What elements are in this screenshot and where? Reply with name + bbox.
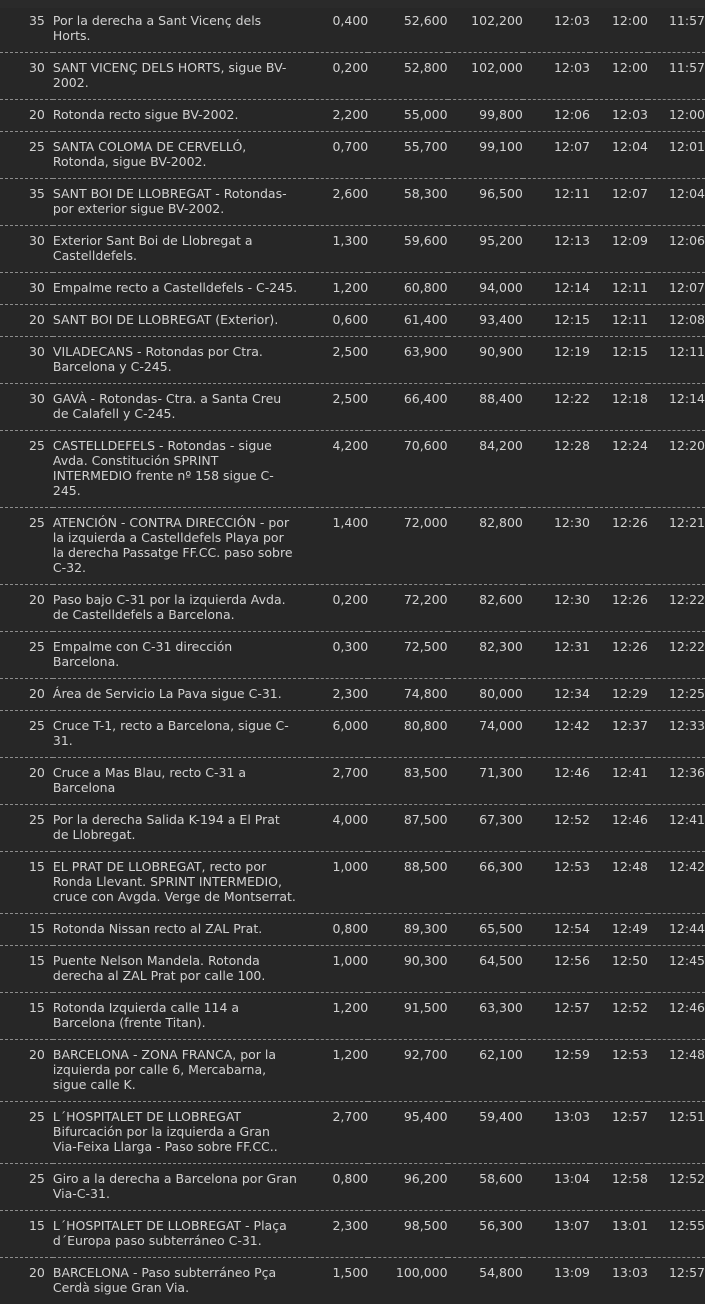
time-fast-cell: 12:34 <box>523 679 590 711</box>
time-medium-cell: 12:24 <box>590 431 648 508</box>
remaining-km-cell: 94,000 <box>448 273 523 305</box>
table-row <box>0 132 705 179</box>
time-medium-cell: 12:29 <box>590 679 648 711</box>
speed-cell: 15 <box>0 914 53 946</box>
time-medium-cell: 12:26 <box>590 585 648 632</box>
time-fast-cell: 12:11 <box>523 179 590 226</box>
table-row <box>0 805 705 852</box>
time-fast-cell: 12:56 <box>523 946 590 993</box>
time-fast-cell: 12:22 <box>523 384 590 431</box>
time-fast-cell: 12:15 <box>523 305 590 337</box>
total-km-cell: 72,200 <box>368 585 447 632</box>
table-row <box>0 1164 705 1211</box>
time-fast-cell: 13:09 <box>523 1258 590 1304</box>
speed-cell: 30 <box>0 273 53 305</box>
total-km-cell: 60,800 <box>368 273 447 305</box>
table-row <box>0 1102 705 1164</box>
total-km-cell: 89,300 <box>368 914 447 946</box>
time-fast-cell: 12:52 <box>523 805 590 852</box>
description-cell: L´HOSPITALET DE LLOBREGAT - Plaça d´Europa paso subterráneo C-31. <box>53 1211 311 1258</box>
description-cell: Empalme con C-31 dirección Barcelona. <box>53 632 311 679</box>
remaining-km-cell: 74,000 <box>448 711 523 758</box>
remaining-km-cell: 102,200 <box>448 6 523 53</box>
table-row <box>0 585 705 632</box>
remaining-km-cell: 58,600 <box>448 1164 523 1211</box>
partial-km-cell: 2,700 <box>311 1102 368 1164</box>
partial-km-cell: 1,000 <box>311 946 368 993</box>
description-cell: BARCELONA - ZONA FRANCA, por la izquierda por calle 6, Mercabarna, sigue calle K. <box>53 1040 311 1102</box>
partial-km-cell: 2,700 <box>311 758 368 805</box>
partial-km-cell: 0,200 <box>311 585 368 632</box>
time-medium-cell: 12:18 <box>590 384 648 431</box>
time-medium-cell: 12:07 <box>590 179 648 226</box>
time-slow-cell: 12:22 <box>648 585 705 632</box>
remaining-km-cell: 64,500 <box>448 946 523 993</box>
time-fast-cell: 12:31 <box>523 632 590 679</box>
description-cell: Cruce T-1, recto a Barcelona, sigue C-31. <box>53 711 311 758</box>
time-fast-cell: 12:30 <box>523 585 590 632</box>
time-slow-cell: 12:48 <box>648 1040 705 1102</box>
description-cell: Giro a la derecha a Barcelona por Gran Via-C-31. <box>53 1164 311 1211</box>
table-row <box>0 100 705 132</box>
table-row <box>0 1040 705 1102</box>
time-medium-cell: 12:57 <box>590 1102 648 1164</box>
time-slow-cell: 12:41 <box>648 805 705 852</box>
speed-cell: 15 <box>0 993 53 1040</box>
table-row <box>0 384 705 431</box>
speed-cell: 30 <box>0 337 53 384</box>
description-cell: SANTA COLOMA DE CERVELLÓ, Rotonda, sigue BV-2002. <box>53 132 311 179</box>
description-cell: Rotonda Izquierda calle 114 a Barcelona (frente Titan). <box>53 993 311 1040</box>
table-row <box>0 993 705 1040</box>
description-cell: Cruce a Mas Blau, recto C-31 a Barcelona <box>53 758 311 805</box>
remaining-km-cell: 82,300 <box>448 632 523 679</box>
time-medium-cell: 12:48 <box>590 852 648 914</box>
speed-cell: 25 <box>0 1102 53 1164</box>
time-fast-cell: 13:04 <box>523 1164 590 1211</box>
total-km-cell: 80,800 <box>368 711 447 758</box>
total-km-cell: 91,500 <box>368 993 447 1040</box>
total-km-cell: 95,400 <box>368 1102 447 1164</box>
description-cell: SANT BOI DE LLOBREGAT - Rotondas-por exterior sigue BV-2002. <box>53 179 311 226</box>
time-medium-cell: 12:00 <box>590 53 648 100</box>
speed-cell: 35 <box>0 179 53 226</box>
partial-km-cell: 0,400 <box>311 6 368 53</box>
time-slow-cell: 12:25 <box>648 679 705 711</box>
partial-km-cell: 1,200 <box>311 993 368 1040</box>
table-row <box>0 273 705 305</box>
total-km-cell: 90,300 <box>368 946 447 993</box>
total-km-cell: 96,200 <box>368 1164 447 1211</box>
total-km-cell: 92,700 <box>368 1040 447 1102</box>
total-km-cell: 63,900 <box>368 337 447 384</box>
time-fast-cell: 12:57 <box>523 993 590 1040</box>
total-km-cell: 70,600 <box>368 431 447 508</box>
speed-cell: 25 <box>0 711 53 758</box>
remaining-km-cell: 66,300 <box>448 852 523 914</box>
description-cell: Puente Nelson Mandela. Rotonda derecha al ZAL Prat por calle 100. <box>53 946 311 993</box>
speed-cell: 30 <box>0 384 53 431</box>
time-fast-cell: 13:03 <box>523 1102 590 1164</box>
remaining-km-cell: 96,500 <box>448 179 523 226</box>
description-cell: SANT VICENÇ DELS HORTS, sigue BV-2002. <box>53 53 311 100</box>
table-row <box>0 632 705 679</box>
total-km-cell: 88,500 <box>368 852 447 914</box>
time-slow-cell: 12:01 <box>648 132 705 179</box>
table-row <box>0 711 705 758</box>
table-row <box>0 679 705 711</box>
table-row <box>0 946 705 993</box>
time-fast-cell: 12:13 <box>523 226 590 273</box>
partial-km-cell: 0,800 <box>311 1164 368 1211</box>
partial-km-cell: 0,600 <box>311 305 368 337</box>
time-medium-cell: 12:46 <box>590 805 648 852</box>
time-slow-cell: 12:11 <box>648 337 705 384</box>
time-slow-cell: 12:51 <box>648 1102 705 1164</box>
table-row <box>0 305 705 337</box>
partial-km-cell: 0,800 <box>311 914 368 946</box>
speed-cell: 20 <box>0 100 53 132</box>
partial-km-cell: 4,200 <box>311 431 368 508</box>
time-slow-cell: 12:04 <box>648 179 705 226</box>
time-medium-cell: 13:03 <box>590 1258 648 1304</box>
time-fast-cell: 12:03 <box>523 6 590 53</box>
remaining-km-cell: 54,800 <box>448 1258 523 1304</box>
time-slow-cell: 12:42 <box>648 852 705 914</box>
description-cell: Por la derecha a Sant Vicenç dels Horts. <box>53 6 311 53</box>
description-cell: EL PRAT DE LLOBREGAT, recto por Ronda Llevant. SPRINT INTERMEDIO, cruce con Avgda. Verge de Montserrat. <box>53 852 311 914</box>
partial-km-cell: 6,000 <box>311 711 368 758</box>
total-km-cell: 52,800 <box>368 53 447 100</box>
partial-km-cell: 0,200 <box>311 53 368 100</box>
time-medium-cell: 12:11 <box>590 273 648 305</box>
total-km-cell: 66,400 <box>368 384 447 431</box>
time-medium-cell: 12:09 <box>590 226 648 273</box>
speed-cell: 25 <box>0 508 53 585</box>
speed-cell: 20 <box>0 1040 53 1102</box>
time-slow-cell: 12:08 <box>648 305 705 337</box>
speed-cell: 35 <box>0 6 53 53</box>
time-slow-cell: 12:46 <box>648 993 705 1040</box>
description-cell: ATENCIÓN - CONTRA DIRECCIÓN - por la izquierda a Castelldefels Playa por la derecha Passatge FF.CC. paso sobre C-32. <box>53 508 311 585</box>
time-slow-cell: 12:00 <box>648 100 705 132</box>
partial-km-cell: 2,300 <box>311 1211 368 1258</box>
description-cell: Rotonda Nissan recto al ZAL Prat. <box>53 914 311 946</box>
total-km-cell: 61,400 <box>368 305 447 337</box>
time-fast-cell: 12:59 <box>523 1040 590 1102</box>
total-km-cell: 59,600 <box>368 226 447 273</box>
remaining-km-cell: 95,200 <box>448 226 523 273</box>
partial-km-cell: 2,200 <box>311 100 368 132</box>
remaining-km-cell: 99,100 <box>448 132 523 179</box>
total-km-cell: 72,500 <box>368 632 447 679</box>
time-fast-cell: 13:07 <box>523 1211 590 1258</box>
remaining-km-cell: 59,400 <box>448 1102 523 1164</box>
time-slow-cell: 11:57 <box>648 53 705 100</box>
time-fast-cell: 12:42 <box>523 711 590 758</box>
remaining-km-cell: 84,200 <box>448 431 523 508</box>
total-km-cell: 74,800 <box>368 679 447 711</box>
time-slow-cell: 12:45 <box>648 946 705 993</box>
speed-cell: 20 <box>0 679 53 711</box>
table-row <box>0 1258 705 1304</box>
table-row <box>0 914 705 946</box>
partial-km-cell: 2,300 <box>311 679 368 711</box>
partial-km-cell: 1,000 <box>311 852 368 914</box>
description-cell: VILADECANS - Rotondas por Ctra. Barcelona y C-245. <box>53 337 311 384</box>
speed-cell: 25 <box>0 132 53 179</box>
time-slow-cell: 11:57 <box>648 6 705 53</box>
remaining-km-cell: 80,000 <box>448 679 523 711</box>
description-cell: Paso bajo C-31 por la izquierda Avda. de Castelldefels a Barcelona. <box>53 585 311 632</box>
table-row <box>0 53 705 100</box>
time-medium-cell: 12:11 <box>590 305 648 337</box>
remaining-km-cell: 56,300 <box>448 1211 523 1258</box>
partial-km-cell: 1,400 <box>311 508 368 585</box>
speed-cell: 20 <box>0 758 53 805</box>
speed-cell: 30 <box>0 226 53 273</box>
remaining-km-cell: 62,100 <box>448 1040 523 1102</box>
time-medium-cell: 12:15 <box>590 337 648 384</box>
time-slow-cell: 12:36 <box>648 758 705 805</box>
table-row <box>0 6 705 53</box>
table-row <box>0 1211 705 1258</box>
total-km-cell: 98,500 <box>368 1211 447 1258</box>
time-slow-cell: 12:22 <box>648 632 705 679</box>
description-cell: L´HOSPITALET DE LLOBREGAT Bifurcación por la izquierda a Gran Via-Feixa Llarga - Paso sobre FF.CC.. <box>53 1102 311 1164</box>
partial-km-cell: 2,500 <box>311 337 368 384</box>
total-km-cell: 83,500 <box>368 758 447 805</box>
partial-km-cell: 1,500 <box>311 1258 368 1304</box>
partial-km-cell: 1,200 <box>311 273 368 305</box>
description-cell: BARCELONA - Paso subterráneo Pça Cerdà sigue Gran Via. <box>53 1258 311 1304</box>
time-slow-cell: 12:21 <box>648 508 705 585</box>
time-medium-cell: 12:37 <box>590 711 648 758</box>
time-slow-cell: 12:57 <box>648 1258 705 1304</box>
description-cell: Exterior Sant Boi de Llobregat a Castelldefels. <box>53 226 311 273</box>
table-row <box>0 508 705 585</box>
speed-cell: 25 <box>0 632 53 679</box>
time-slow-cell: 12:33 <box>648 711 705 758</box>
time-fast-cell: 12:14 <box>523 273 590 305</box>
time-slow-cell: 12:20 <box>648 431 705 508</box>
remaining-km-cell: 102,000 <box>448 53 523 100</box>
table-row <box>0 337 705 384</box>
speed-cell: 15 <box>0 946 53 993</box>
time-slow-cell: 12:55 <box>648 1211 705 1258</box>
time-medium-cell: 12:00 <box>590 6 648 53</box>
partial-km-cell: 1,200 <box>311 1040 368 1102</box>
time-slow-cell: 12:52 <box>648 1164 705 1211</box>
partial-km-cell: 1,300 <box>311 226 368 273</box>
remaining-km-cell: 67,300 <box>448 805 523 852</box>
time-slow-cell: 12:06 <box>648 226 705 273</box>
total-km-cell: 55,000 <box>368 100 447 132</box>
partial-km-cell: 2,600 <box>311 179 368 226</box>
remaining-km-cell: 71,300 <box>448 758 523 805</box>
total-km-cell: 87,500 <box>368 805 447 852</box>
remaining-km-cell: 82,800 <box>448 508 523 585</box>
time-medium-cell: 12:58 <box>590 1164 648 1211</box>
description-cell: Rotonda recto sigue BV-2002. <box>53 100 311 132</box>
remaining-km-cell: 82,600 <box>448 585 523 632</box>
time-fast-cell: 12:19 <box>523 337 590 384</box>
time-medium-cell: 12:41 <box>590 758 648 805</box>
time-fast-cell: 12:28 <box>523 431 590 508</box>
speed-cell: 25 <box>0 805 53 852</box>
description-cell: Área de Servicio La Pava sigue C-31. <box>53 679 311 711</box>
time-slow-cell: 12:07 <box>648 273 705 305</box>
time-medium-cell: 12:50 <box>590 946 648 993</box>
remaining-km-cell: 93,400 <box>448 305 523 337</box>
speed-cell: 30 <box>0 53 53 100</box>
time-slow-cell: 12:14 <box>648 384 705 431</box>
time-medium-cell: 12:03 <box>590 100 648 132</box>
partial-km-cell: 4,000 <box>311 805 368 852</box>
speed-cell: 25 <box>0 431 53 508</box>
speed-cell: 20 <box>0 305 53 337</box>
speed-cell: 20 <box>0 585 53 632</box>
table-row <box>0 179 705 226</box>
partial-km-cell: 0,300 <box>311 632 368 679</box>
time-medium-cell: 12:52 <box>590 993 648 1040</box>
speed-cell: 20 <box>0 1258 53 1304</box>
description-cell: Empalme recto a Castelldefels - C-245. <box>53 273 311 305</box>
table-row <box>0 758 705 805</box>
speed-cell: 15 <box>0 1211 53 1258</box>
speed-cell: 25 <box>0 1164 53 1211</box>
remaining-km-cell: 65,500 <box>448 914 523 946</box>
remaining-km-cell: 99,800 <box>448 100 523 132</box>
total-km-cell: 58,300 <box>368 179 447 226</box>
remaining-km-cell: 63,300 <box>448 993 523 1040</box>
time-medium-cell: 12:26 <box>590 508 648 585</box>
time-fast-cell: 12:30 <box>523 508 590 585</box>
time-medium-cell: 12:53 <box>590 1040 648 1102</box>
total-km-cell: 55,700 <box>368 132 447 179</box>
remaining-km-cell: 90,900 <box>448 337 523 384</box>
time-fast-cell: 12:07 <box>523 132 590 179</box>
total-km-cell: 52,600 <box>368 6 447 53</box>
table-row <box>0 226 705 273</box>
time-fast-cell: 12:06 <box>523 100 590 132</box>
description-cell: CASTELLDEFELS - Rotondas - sigue Avda. Constitución SPRINT INTERMEDIO frente nº 158 sigue C-245. <box>53 431 311 508</box>
description-cell: GAVÀ - Rotondas- Ctra. a Santa Creu de Calafell y C-245. <box>53 384 311 431</box>
description-cell: SANT BOI DE LLOBREGAT (Exterior). <box>53 305 311 337</box>
time-medium-cell: 12:04 <box>590 132 648 179</box>
remaining-km-cell: 88,400 <box>448 384 523 431</box>
time-medium-cell: 12:49 <box>590 914 648 946</box>
time-medium-cell: 12:26 <box>590 632 648 679</box>
partial-km-cell: 0,700 <box>311 132 368 179</box>
table-row <box>0 431 705 508</box>
time-medium-cell: 13:01 <box>590 1211 648 1258</box>
route-table-body <box>0 6 705 1304</box>
total-km-cell: 72,000 <box>368 508 447 585</box>
time-fast-cell: 12:46 <box>523 758 590 805</box>
table-row <box>0 852 705 914</box>
time-slow-cell: 12:44 <box>648 914 705 946</box>
partial-km-cell: 2,500 <box>311 384 368 431</box>
time-fast-cell: 12:54 <box>523 914 590 946</box>
total-km-cell: 100,000 <box>368 1258 447 1304</box>
speed-cell: 15 <box>0 852 53 914</box>
description-cell: Por la derecha Salida K-194 a El Prat de Llobregat. <box>53 805 311 852</box>
route-table <box>0 6 705 1304</box>
time-fast-cell: 12:53 <box>523 852 590 914</box>
time-fast-cell: 12:03 <box>523 53 590 100</box>
